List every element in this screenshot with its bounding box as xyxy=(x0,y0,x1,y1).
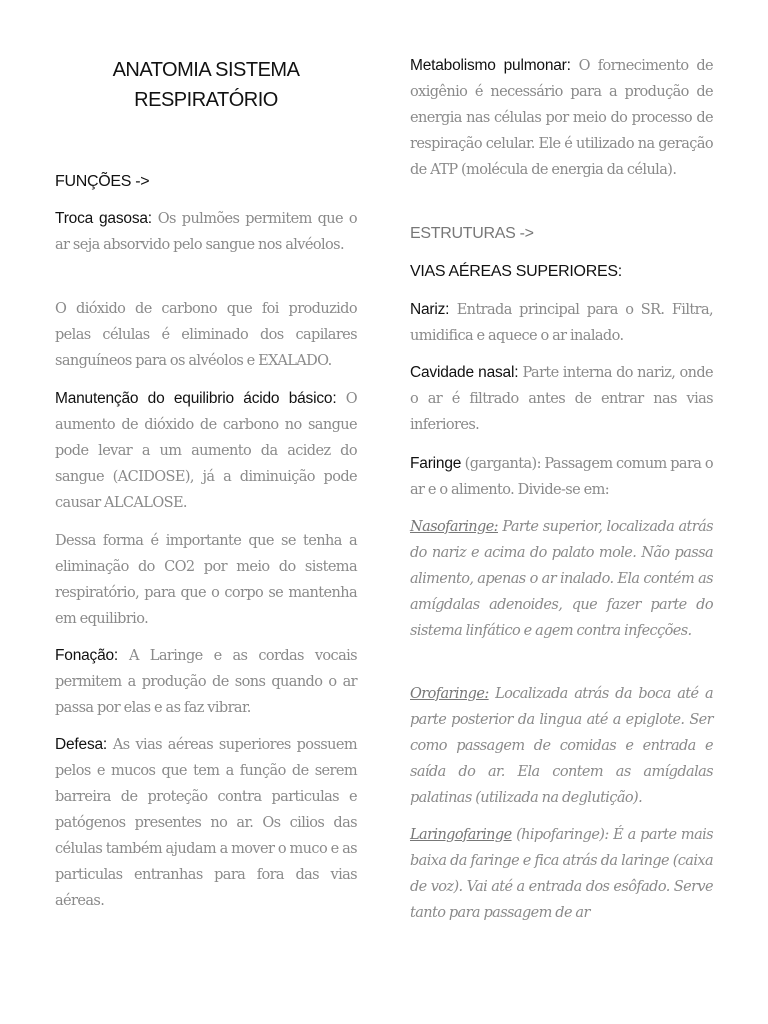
metabolismo-text: O fornecimento de oxigênio é necessário para a produção de energia nas células por meio do processo de respiração celular. Ele é utilizado na geração de ATP (molécula de energia da célula). xyxy=(410,58,713,178)
fonacao-paragraph xyxy=(55,643,357,721)
defesa-text: As vias aéreas superiores possuem pelos e mucos que tem a função de serem barreira de proteção contra particulas e patógenos presentes no ar. Os cilios das células também ajudam a mover o muco e as particulas entranhas para fora das vias aéreas. xyxy=(55,737,357,909)
dessa-forma-paragraph: Dessa forma é importante que se tenha a eliminação do CO2 por meio do sistema respiratório, para que o corpo se mantenha em equilibrio. xyxy=(55,533,357,627)
defesa-paragraph xyxy=(55,732,357,914)
vias-aereas-heading: VIAS AÉREAS SUPERIORES: xyxy=(410,263,622,280)
title-line-2: RESPIRATÓRIO xyxy=(134,89,278,111)
faringe-text: (garganta): Passagem comum para o ar e o alimento. Divide-se em: xyxy=(410,456,713,498)
nariz-term: Nariz: xyxy=(410,301,450,318)
laringofaringe-text: (hipofaringe): É a parte mais baixa da faringe e fica atrás da laringe (caixa de voz). Vai até a entrada dos esôfado. Serve tanto para passagem de ar xyxy=(410,827,713,921)
manutencao-paragraph xyxy=(55,386,357,516)
troca-gasosa-text: Os pulmões permitem que o ar seja absorvido pelo sangue nos alvéolos. xyxy=(55,211,357,253)
troca-gasosa-term: Troca gasosa: xyxy=(55,210,152,227)
orofaringe-paragraph xyxy=(410,681,713,811)
faringe-paragraph xyxy=(410,451,713,503)
manutencao-text: O aumento de dióxido de carbono no sangue pode levar a um aumento da acidez do sangue (ACIDOSE), já a diminuição pode causar ALCALOSE. xyxy=(55,391,357,511)
title-line-1: ANATOMIA SISTEMA xyxy=(112,59,300,81)
manutencao-term: Manutenção do equilibrio ácido básico: xyxy=(55,390,337,407)
cavidade-nasal-text: Parte interna do nariz, onde o ar é filtrado antes de entrar nas vias inferiores. xyxy=(410,365,713,433)
orofaringe-text: Localizada atrás da boca até a parte posterior da lingua até a epiglote. Ser como passagem de comidas e entrada e saída do ar. Ela contem as amígdalas palatinas (utilizada na deglutição). xyxy=(410,686,713,806)
cavidade-nasal-paragraph xyxy=(410,360,713,438)
orofaringe-term: Orofaringe: xyxy=(410,686,489,702)
faringe-term: Faringe xyxy=(410,455,462,472)
dioxido-paragraph: O dióxido de carbono que foi produzido pelas células é eliminado dos capilares sanguíneos para os alvéolos e EXALADO. xyxy=(55,301,357,369)
cavidade-nasal-term: Cavidade nasal: xyxy=(410,364,519,381)
metabolismo-paragraph xyxy=(410,53,713,183)
troca-gasosa-paragraph xyxy=(55,206,357,258)
fonacao-term: Fonação: xyxy=(55,647,119,664)
estruturas-heading: ESTRUTURAS -> xyxy=(410,225,534,242)
defesa-term: Defesa: xyxy=(55,736,108,753)
metabolismo-term: Metabolismo pulmonar: xyxy=(410,57,571,74)
nasofaringe-text: Parte superior, localizada atrás do nariz e acima do palato mole. Não passa alimento, apenas o ar inalado. Ela contém as amígdalas adenoides, que fazer parte do sistema linfático e agem contra infecções. xyxy=(410,519,713,639)
nariz-paragraph xyxy=(410,297,713,349)
nariz-text: Entrada principal para o SR. Filtra, umidifica e aquece o ar inalado. xyxy=(410,302,713,344)
document-title xyxy=(55,55,357,115)
fonacao-text: A Laringe e as cordas vocais permitem a produção de sons quando o ar passa por elas e as faz vibrar. xyxy=(55,648,357,716)
nasofaringe-term: Nasofaringe: xyxy=(410,519,498,535)
functions-heading: FUNÇÕES -> xyxy=(55,173,150,190)
nasofaringe-paragraph xyxy=(410,514,713,644)
laringofaringe-paragraph xyxy=(410,822,713,926)
laringofaringe-term: Laringofaringe xyxy=(410,827,512,843)
